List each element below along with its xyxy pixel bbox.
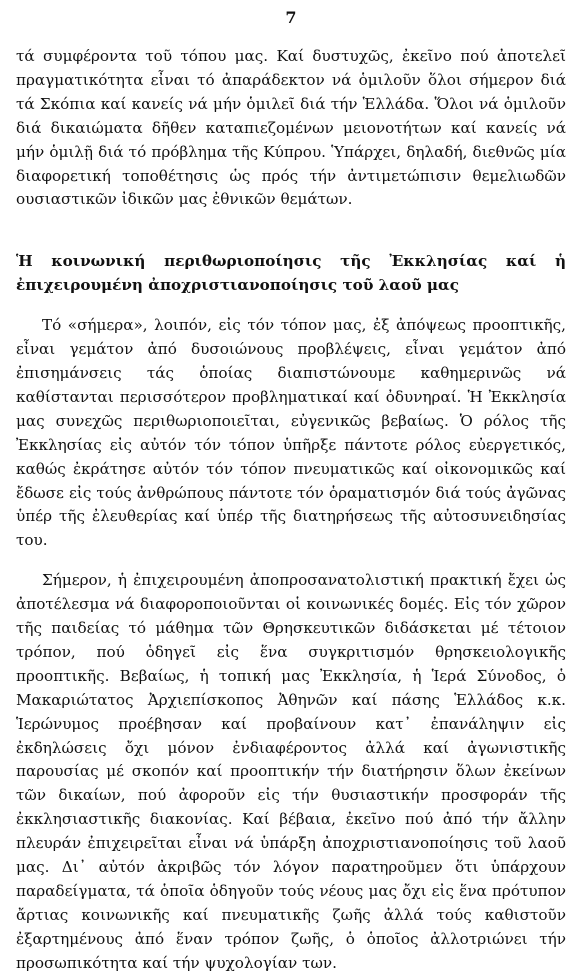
intro-paragraph: τά συμφέροντα τοῦ τόπου μας. Καί δυστυχῶς, ἐκεῖνο πού ἀποτελεῖ πραγματικότητα εἶναι τό ἀπαράδεκτον νά ὁμιλοῦν ὅλοι σήμερον διά τά Σκόπια καί κανείς νά μήν ὁμιλεῖ διά τήν Ἑλλάδα. Ὅλοι νά ὁμιλοῦν διά δικαιώματα δῆθεν καταπιεζομένων μειονοτήτων καί κανείς νά μήν ὁμιλῇ διά τό πρόβλημα τῆς Κύπρου. Ὑπάρχει, δηλαδή, διεθνῶς μία διαφορετική τοποθέτησις ὡς πρός τήν ἀντιμετώπισιν θεμελιωδῶν ουσιαστικῶν ἰδικῶν μας ἐθνικῶν θεμάτων. xyxy=(16,47,566,209)
heading-spacer xyxy=(16,298,566,314)
paragraph-spacer xyxy=(16,553,566,569)
page-number: 7 xyxy=(285,8,297,27)
body-paragraph-2: Σήμερον, ἡ ἐπιχειρουμένη ἀποπροσανατολιστική πρακτική ἔχει ὡς ἀποτέλεσμα νά διαφοροποιοῦνται οἱ κοινωνικές δομές. Εἰς τόν χῶρον τῆς παιδείας τό μάθημα τῶν Θρησκευτικῶν διδάσκεται μέ τέτοιον τρόπον, πού ὁδηγεῖ εἰς ἕνα συγκριτισμόν θρησκειολογικῆς προοπτικῆς. Βεβαίως, ἡ τοπική μας Ἐκκλησία, ἡ Ἱερά Σύνοδος, ὁ Μακαριώτατος Ἀρχιεπίσκοπος Ἀθηνῶν καί πάσης Ἑλλάδος κ.κ. Ἱερώνυμος προέβησαν καί προβαίνουν κατ᾽ ἐπανάληψιν εἰς ἐκδηλώσεις ὄχι μόνον ἐνδιαφέροντος ἀλλά καί ἀγωνιστικῆς παρουσίας μέ σκοπόν καί προοπτικήν τήν διατήρησιν ὅλων ἐκείνων τῶν δικαίων, πού ἀφοροῦν εἰς τήν θυσιαστικήν προσφοράν τῆς ἐκκλησιαστικῆς διακονίας. Καί βέβαια, ἐκεῖνο πού ἀπό τήν ἄλλην πλευράν ἐπιχειρεῖται εἶναι νά ὑπάρξη ἀποχριστιανοποίησις τοῦ λαοῦ μας. Δι᾽ αὐτόν ἀκριβῶς τόν λόγον παρατηροῦμεν ὅτι ὑπάρχουν παραδείγματα, τά ὁποῖα ὁδηγοῦν τούς νέους μας ὄχι εἰς ἕνα πρότυπον ἄρτιας κοινωνικῆς καί πνευματικῆς ζωῆς ἀλλά τούς καθιστοῦν ἐξαρτημένους ἀπό ἕναν τρόπον ζωῆς, ὁ ὁποῖος ἀλλοτριώνει τήν προσωπικότητα καί τήν ψυχολογίαν των. xyxy=(16,571,566,972)
section-spacer xyxy=(16,212,566,250)
section-heading: Ἡ κοινωνική περιθωριοποίησις τῆς Ἐκκλησίας καί ἡ ἐπιχειρουμένη ἀποχριστιανοποίησις τοῦ λαοῦ μας xyxy=(16,252,566,295)
body-paragraph-1: Τό «σήμερα», λοιπόν, εἰς τόν τόπον μας, ἐξ ἀπόψεως προοπτικῆς, εἶναι γεμάτον ἀπό δυσοιώνους προβλέψεις, εἶναι γεμάτον ἀπό ἐπισημάνσεις τάς ὁποίας διαπιστώνουμε καθημερινῶς νά καθίστανται περισσότερον προβληματικαί καί ὀδυνηραί. Ἡ Ἐκκλησία μας συνεχῶς περιθωριοποιεῖται, εὐγενικῶς βεβαίως. Ὁ ρόλος τῆς Ἐκκλησίας εἰς αὐτόν τόν τόπον ὑπῆρξε πάντοτε ρόλος εὐεργετικός, καθώς ἐκράτησε αὐτόν τόν τόπον πνευματικῶς καί οἰκονομικῶς καί ἔδωσε εἰς τούς ἀνθρώπους πάντοτε τόν ὁραματισμόν διά τούς ἀγῶνας ὑπέρ τῆς ἐλευθερίας καί ὑπέρ τῆς διατηρήσεως τῆς αὐτοσυνειδησίας του. xyxy=(16,316,566,550)
